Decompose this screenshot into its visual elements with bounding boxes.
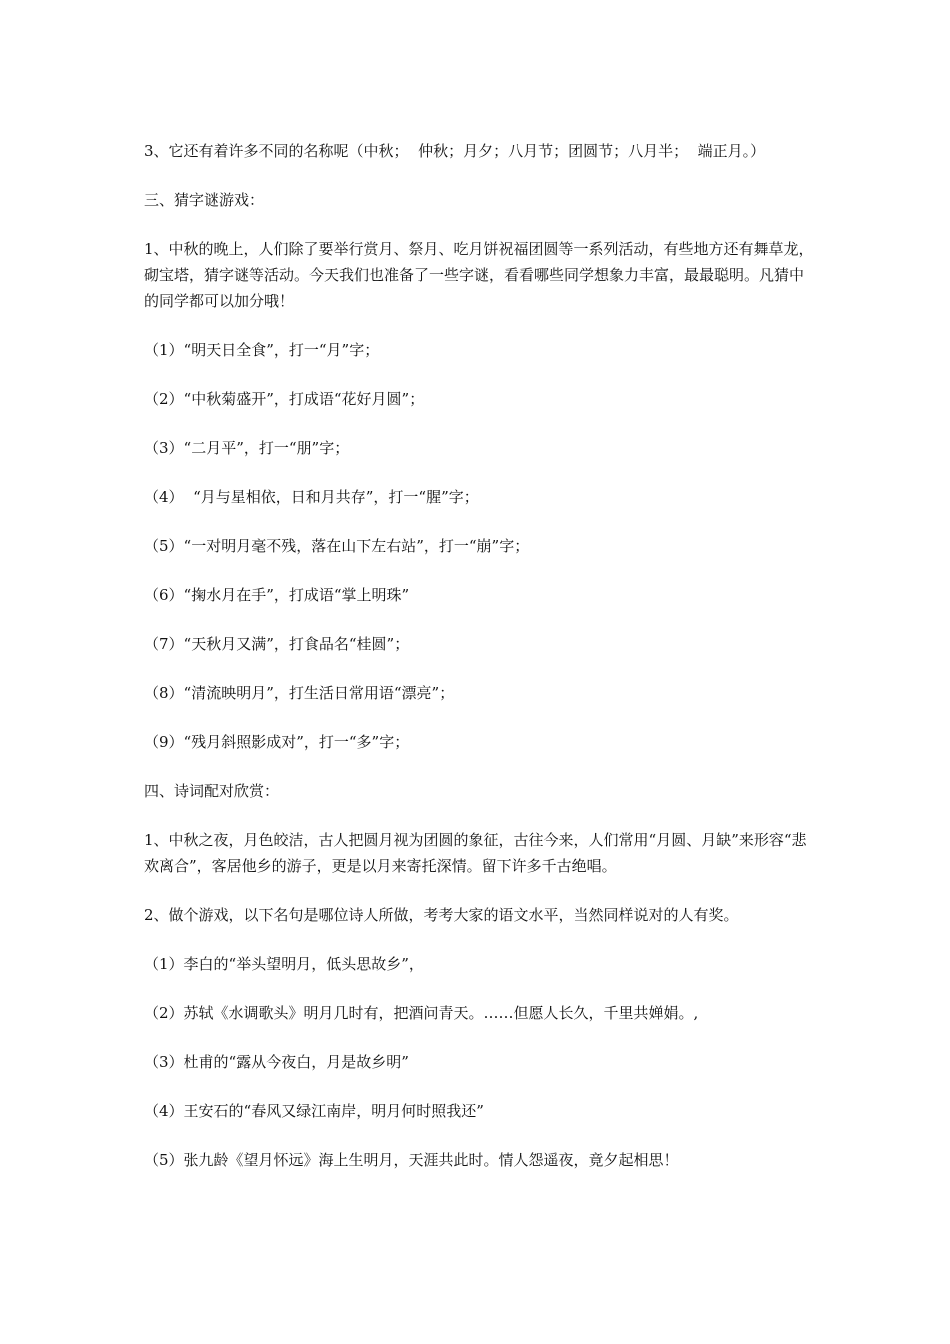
riddle-item: （7）“天秋月又满”，打食品名“桂圆”；: [144, 635, 410, 653]
poem-item: （3）杜甫的“露从今夜白，月是故乡明”: [144, 1053, 409, 1071]
riddle-item: （6）“掬水月在手”，打成语“掌上明珠”: [144, 586, 410, 604]
riddle-item: （8）“清流映明月”，打生活日常用语“漂亮”；: [144, 684, 455, 702]
document-body: [144, 138, 814, 1196]
poem-item: （5）张九龄《望月怀远》海上生明月，天涯共此时。情人怨遥夜，竟夕起相思！: [144, 1151, 679, 1169]
names-paragraph: 3、它还有着许多不同的名称呢（中秋； 仲秋；月夕；八月节；团圆节；八月半； 端正月。）: [144, 142, 766, 160]
poems-game-paragraph: 2、做个游戏，以下名句是哪位诗人所做，考考大家的语文水平，当然同样说对的人有奖。: [144, 906, 739, 924]
riddle-item: （3）“二月平”，打一“朋”字；: [144, 439, 350, 457]
riddle-item: （2）“中秋菊盛开”，打成语“花好月圆”；: [144, 390, 425, 408]
poem-item: （2）苏轼《水调歌头》明月几时有，把酒问青天。……但愿人长久，千里共婵娟。,: [144, 1004, 699, 1022]
riddle-item: （4） “月与星相依，日和月共存”，打一“腥”字；: [144, 488, 479, 506]
poems-intro-paragraph: 1、中秋之夜，月色皎洁，古人把圆月视为团圆的象征，古往今来，人们常用“月圆、月缺”来形容“悲欢离合”，客居他乡的游子，更是以月来寄托深情。留下许多千古绝唱。: [144, 831, 807, 875]
riddle-item: （1）“明天日全食”，打一“月”字；: [144, 341, 380, 359]
section-heading-poems: 四、诗词配对欣赏：: [144, 782, 280, 800]
riddle-item: （9）“残月斜照影成对”，打一“多”字；: [144, 733, 410, 751]
section-heading-riddles: 三、猜字谜游戏：: [144, 191, 265, 209]
poem-item: （1）李白的“举头望明月，低头思故乡”，: [144, 955, 424, 973]
riddles-intro-paragraph: 1、中秋的晚上，人们除了要举行赏月、祭月、吃月饼祝福团圆等一系列活动，有些地方还有舞草龙，砌宝塔，猜字谜等活动。今天我们也准备了一些字谜，看看哪些同学想象力丰富，最最聪明。凡猜中的同学都可以加分哦！: [144, 240, 814, 310]
poem-item: （4）王安石的“春风又绿江南岸，明月何时照我还”: [144, 1102, 484, 1120]
riddle-item: （5）“一对明月毫不残，落在山下左右站”，打一“崩”字；: [144, 537, 530, 555]
